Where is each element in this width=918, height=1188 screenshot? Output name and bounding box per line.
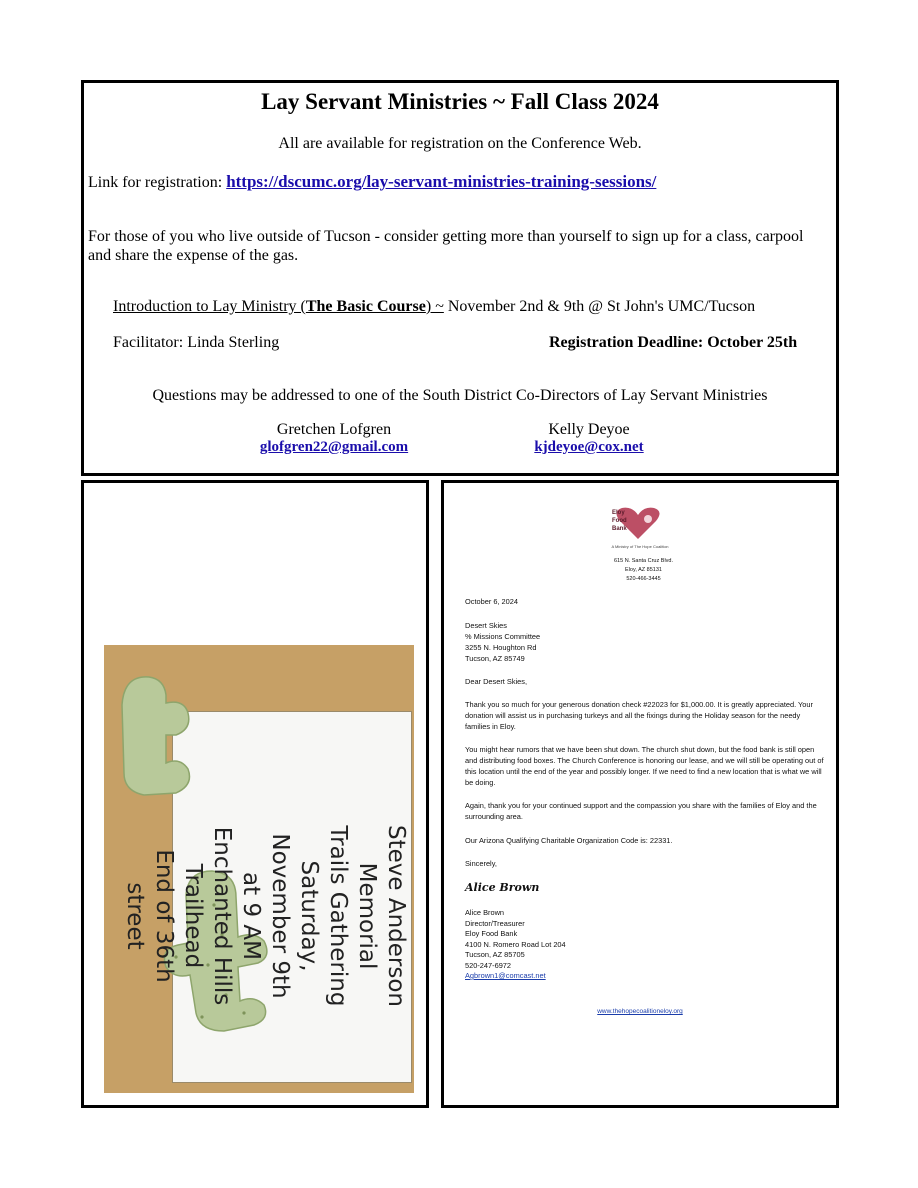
signer-line: Alice Brown — [465, 908, 505, 917]
signer-line: Director/Treasurer — [465, 918, 525, 928]
card-line: Memorial — [354, 862, 380, 970]
signer-line: Tucson, AZ 85705 — [465, 950, 525, 959]
letter-paragraph: Thank you so much for your generous donation check #22023 for $1,000.00. It is greatly appreciated. Your donation will assist us in purchasing turkeys and all the fixings during the Holiday season for the needy families in Eloy. — [465, 700, 813, 731]
questions-text: Questions may be addressed to one of the South District Co-Directors of Lay Servant Ministries — [152, 387, 768, 404]
signer-email-link[interactable]: Agbrown1@comcast.net — [465, 971, 546, 980]
address-line: 520-466-3445 — [626, 576, 661, 582]
registration-link[interactable]: https://dscumc.org/lay-servant-ministries-training-sessions/ — [226, 172, 657, 191]
signer-line: Eloy Food Bank — [465, 929, 518, 938]
letter-paragraph: Our Arizona Qualifying Charitable Organization Code is: 22331. — [465, 836, 673, 845]
course-dates: November 2nd & 9th @ St John's UMC/Tucson — [443, 298, 756, 315]
recipient-line: Desert Skies — [465, 621, 507, 630]
letter-date: October 6, 2024 — [465, 597, 519, 606]
letter-paragraph: Again, thank you for your continued support and the compassion you share with the families of Eloy and the surrounding area. — [465, 801, 817, 821]
handwritten-card — [104, 645, 414, 1093]
logo-tagline: A Ministry of The Hope Coalition — [611, 544, 669, 549]
signature: Alice Brown — [465, 881, 540, 894]
outside-tucson-line-2: and share the expense of the gas. — [88, 247, 299, 264]
signer-block — [465, 908, 566, 982]
contact-kelly — [489, 421, 689, 456]
recipient-line: % Missions Committee — [465, 632, 541, 641]
card-line: at 9 AM — [238, 872, 264, 960]
letter-paragraph: You might hear rumors that we have been shut down. The church shut down, but the food bank is still open and distributing food boxes. The Church Conference is honoring our lease, and we will still be operating out of this location until the end of the year and possibly longer. If we need to find a new location that is what we will be doing. — [465, 745, 824, 787]
card-line: Saturday, — [296, 860, 322, 972]
registration-deadline: Registration Deadline: October 25th — [549, 334, 798, 351]
course-line — [113, 298, 755, 316]
course-close: ) ~ — [425, 298, 444, 315]
card-line: November 9th — [267, 833, 293, 999]
card-line: Trails Gathering — [325, 825, 351, 1007]
flyer-title: Lay Servant Ministries ~ Fall Class 2024 — [261, 89, 659, 114]
facilitator-text: Facilitator: Linda Sterling — [113, 334, 280, 351]
website-link[interactable]: www.thehopecoalitioneloy.org — [597, 1008, 683, 1015]
recipient-address — [465, 620, 540, 664]
flyer-box — [81, 80, 839, 476]
registration-link-label: Link for registration: — [88, 174, 223, 191]
registration-link-row — [88, 172, 656, 192]
letter-closing: Sincerely, — [465, 859, 497, 868]
availability-text: All are available for registration on the Conference Web. — [278, 135, 642, 152]
eloy-food-bank-logo — [608, 505, 668, 541]
course-name: The Basic Course — [305, 298, 426, 315]
recipient-line: Tucson, AZ 85749 — [465, 654, 525, 663]
thank-you-letter-box — [441, 480, 839, 1108]
logo-word: Food — [612, 518, 627, 524]
contact-name: Gretchen Lofgren — [276, 421, 392, 438]
contact-gretchen — [234, 421, 434, 456]
card-line: Trailhead — [180, 863, 206, 969]
address-line: 615 N. Santa Cruz Blvd. — [614, 558, 674, 564]
outside-tucson-line-1: For those of you who live outside of Tucson - consider getting more than yourself to sign up for a class, carpool — [88, 228, 804, 245]
card-photo-box — [81, 480, 429, 1108]
contact-email-link[interactable]: kjdeyoe@cox.net — [534, 439, 644, 455]
card-line: End of 36th — [151, 849, 177, 983]
signer-line: 4100 N. Romero Road Lot 204 — [465, 939, 566, 949]
course-intro: Introduction to Lay Ministry ( — [113, 298, 306, 315]
contact-name: Kelly Deyoe — [548, 421, 630, 438]
signer-line: 520-247-6972 — [465, 960, 512, 970]
contact-email-link[interactable]: glofgren22@gmail.com — [259, 439, 409, 455]
card-line: Enchanted Hills — [209, 826, 235, 1006]
card-line: Steve Anderson — [383, 825, 409, 1007]
address-line: Eloy, AZ 85131 — [625, 567, 662, 573]
salutation: Dear Desert Skies, — [465, 677, 528, 686]
logo-word: Bank — [612, 526, 627, 532]
recipient-line: 3255 N. Houghton Rd — [465, 643, 537, 652]
logo-word: Eloy — [612, 510, 625, 516]
card-line: street — [122, 882, 148, 950]
letterhead-address — [614, 557, 673, 584]
card-handwritten-text — [122, 727, 410, 1093]
